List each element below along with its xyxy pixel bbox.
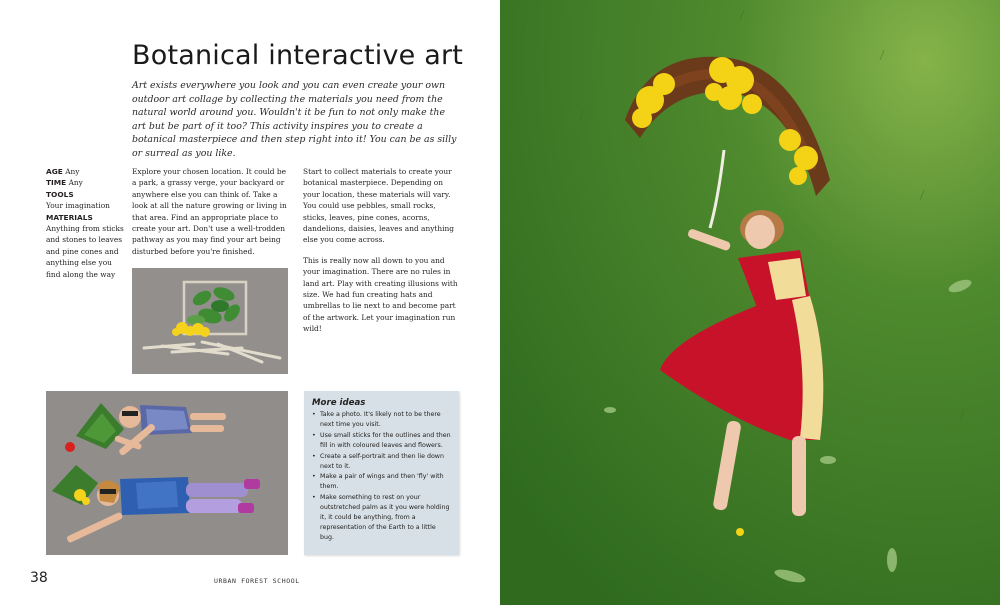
yellow-petal	[736, 528, 744, 536]
idea-item: • Use small sticks for the outlines and then fill in with coloured leaves and flowers.	[312, 431, 451, 451]
girl-umbrella-illustration	[500, 0, 1000, 605]
age-value: Any	[65, 167, 80, 176]
column-2-paragraph-1: Start to collect materials to create your botanical masterpiece. Depending on your location, these materials will vary. You could use pebbles, small rocks, sticks, leaves, pine cones, acorns, dandelions, daisies, leaves and anything else you come across.	[303, 167, 454, 245]
column-2	[303, 166, 459, 344]
leaf-collage-photo	[132, 268, 288, 374]
idea-item: • Create a self-portrait and then lie down next to it.	[312, 452, 451, 472]
girl-leg-right	[792, 436, 806, 516]
materials-label: MATERIALS	[46, 212, 93, 222]
page-number: 38	[30, 570, 48, 586]
more-ideas-list	[312, 410, 451, 543]
idea-item: • Make something to rest on your outstretched palm as it you were holding it, it could be anything, from a representation of the Earth to a little bug.	[312, 493, 451, 543]
intro-paragraph: Art exists everywhere you look and you can even create your own outdoor art collage by collecting the materials you need from the natural world around you. Wouldn't it be fun to not only make the art but be part of it too? This activity inspires you to create a botanical masterpiece and then step right into it! You can be as silly or surreal as you like.	[132, 80, 457, 159]
column-1-paragraph: Explore your chosen location. It could be a park, a grassy verge, your backyard or anywhere else you can think of. Take a look at all the nature growing or living in that area. Find an appropriate place to create your art. Don't use a well-trodden pathway as you may find your art being disturbed before you're finished.	[132, 167, 287, 256]
girl-face	[745, 215, 775, 249]
running-head: URBAN FOREST SCHOOL	[214, 577, 300, 585]
idea-item: • Make a pair of wings and then 'fly' with them.	[312, 472, 451, 492]
more-ideas-box	[304, 391, 459, 555]
column-2-paragraph-2: This is really now all down to you and your imagination. There are no rules in land art. Play with creating illusions with size. We had fun creating hats and umbrellas to lie next to and become part of the artwork. Let your imagination run wild!	[303, 255, 458, 334]
page-title: Botanical interactive art	[132, 40, 464, 71]
column-1	[132, 166, 288, 266]
children-illustration	[46, 391, 288, 555]
time-label: TIME	[46, 178, 67, 188]
more-ideas-title: More ideas	[312, 398, 366, 408]
idea-item: • Take a photo. It's likely not to be there next time you visit.	[312, 410, 451, 430]
tools-label: TOOLS	[46, 189, 74, 199]
children-lying-photo	[46, 391, 288, 555]
age-label: AGE	[46, 167, 63, 176]
activity-meta	[46, 166, 126, 280]
tools-value: Your imagination	[46, 201, 110, 211]
girl-umbrella-photo	[500, 0, 1000, 605]
leaf-collage-illustration	[132, 268, 288, 374]
time-value: Any	[68, 178, 83, 188]
materials-value: Anything from sticks and stones to leaves and pine cones and anything else you find along the way	[46, 224, 124, 279]
